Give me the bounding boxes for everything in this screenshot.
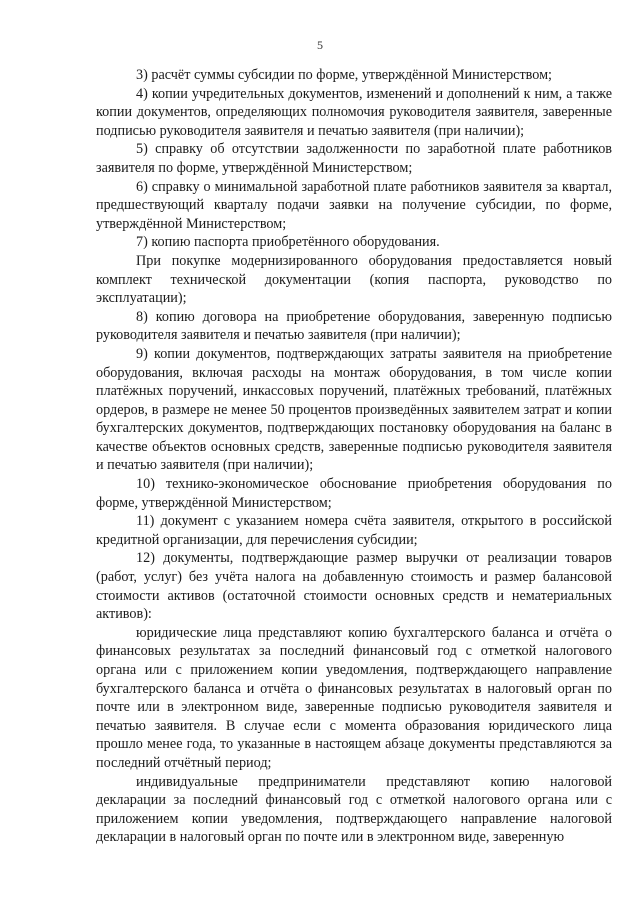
paragraph-item-9: 9) копии документов, подтверждающих затраты заявителя на приобретение оборудования, включая расходы на монтаж оборудования, в том числе копии платёжных поручений, инкассовых поручений, платёжных требований, платёжных ордеров, в размере не менее 50 процентов произведённых заявителем затрат и копии бухгалтерских документов, подтверждающих постановку оборудования на баланс в качестве объектов основных средств, заверенные подписью руководителя заявителя и печатью заявителя (при наличии);: [96, 345, 612, 474]
paragraph-item-7: 7) копию паспорта приобретённого оборудования.: [136, 234, 440, 251]
paragraph-item-4: 4) копии учредительных документов, изменений и дополнений к ним, а также копии документов, определяющих полномочия руководителя заявителя, заверенные подписью руководителя заявителя и печатью заявителя (при наличии);: [96, 85, 612, 139]
page-number: 5: [317, 38, 323, 52]
paragraph-item-8: 8) копию договора на приобретение оборудования, заверенную подписью руководителя заявителя и печатью заявителя (при наличии);: [96, 308, 612, 344]
paragraph-legal-entities: юридические лица представляют копию бухгалтерского баланса и отчёта о финансовых результатах за последний финансовый год с отметкой налогового органа или с приложением копии уведомления, подтверждающего направление бухгалтерского баланса и отчёта о финансовых результатах в налоговый орган по почте или в электронном виде, заверенные подписью руководителя заявителя и печатью заявителя. В случае если с момента образования юридического лица прошло менее года, то указанные в настоящем абзаце документы представляются за последний отчётный период;: [96, 624, 612, 771]
paragraph-item-10: 10) технико-экономическое обоснование приобретения оборудования по форме, утверждённой Министерством;: [96, 476, 612, 511]
paragraph-item-12: 12) документы, подтверждающие размер выручки от реализации товаров (работ, услуг) без учёта налога на добавленную стоимость и размер балансовой стоимости активов (остаточной стоимости основных средств и нематериальных активов):: [96, 550, 612, 623]
paragraph-item-11: 11) документ с указанием номера счёта заявителя, открытого в российской кредитной организации, для перечисления субсидии;: [96, 513, 612, 548]
paragraph-item-3: 3) расчёт суммы субсидии по форме, утверждённой Министерством;: [136, 67, 553, 83]
paragraph-modernized-equipment: При покупке модернизированного оборудования предоставляется новый комплект технической документации (копия паспорта, руководство по эксплуатации);: [96, 252, 612, 307]
paragraph-item-6: 6) справку о минимальной заработной плате работников заявителя за квартал, предшествующий кварталу подачи заявки на получение субсидии, по форме, утверждённой Министерством;: [96, 178, 612, 232]
paragraph-individual-entrepreneurs: индивидуальные предприниматели представляют копию налоговой декларации за последний финансовый год с отметкой налогового органа или с приложением копии уведомления, подтверждающего направление налоговой декларации в налоговый орган по почте или в электронном виде, заверенную: [96, 773, 612, 846]
document-body: [96, 66, 612, 847]
paragraph-item-5: 5) справку об отсутствии задолженности по заработной плате работников заявителя по форме, утверждённой Министерством;: [96, 141, 612, 176]
